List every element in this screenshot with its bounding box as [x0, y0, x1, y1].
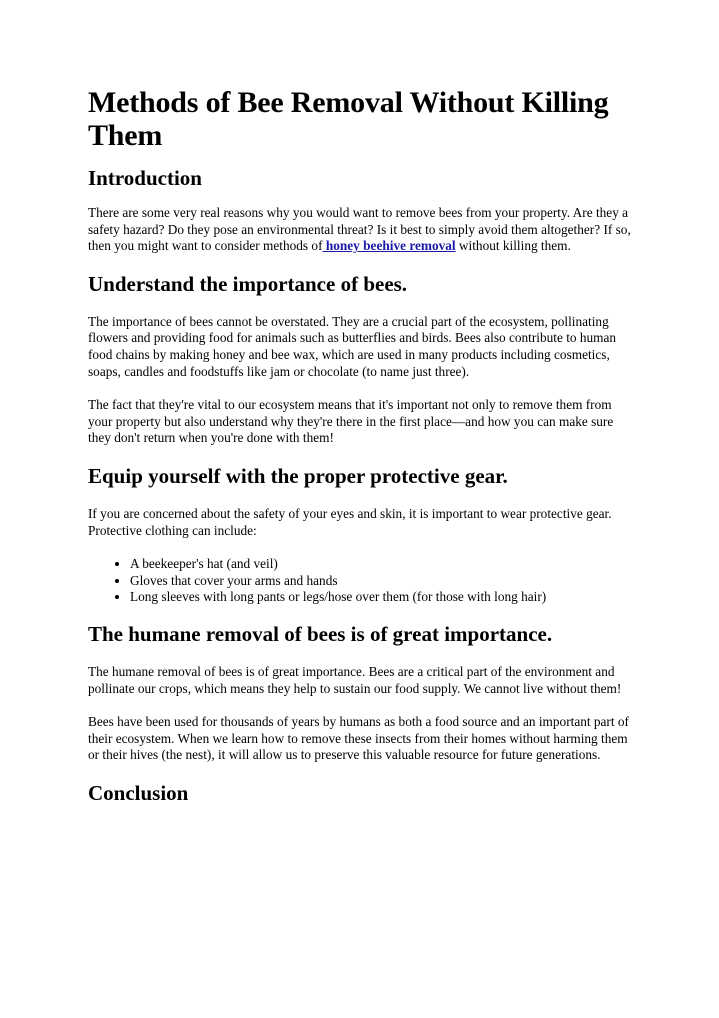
heading-introduction: Introduction — [88, 166, 202, 190]
humane-paragraph-2: Bees have been used for thousands of years by humans as both a food source and an important part of their ecosystem. When we learn how to remove these insects from their homes without harming them or their hives (the nest), it will allow us to preserve this valuable resource for future generations. — [88, 714, 629, 763]
page-title: Methods of Bee Removal Without Killing Them — [88, 86, 609, 152]
heading-conclusion: Conclusion — [88, 780, 189, 805]
heading-gear: Equip yourself with the proper protective gear. — [88, 463, 508, 488]
gear-list — [88, 556, 633, 606]
introduction-paragraph — [88, 205, 633, 255]
introduction-text: There are some very real reasons why you would want to remove bees from your property. Are they a safety hazard? Do they pose an environmental threat? Is it best to simply avoid them altogether? If so, then you might want to consider methods of — [88, 205, 631, 254]
humane-paragraph-1: The humane removal of bees is of great importance. Bees are a critical part of the environment and pollinate our crops, which means they help to sustain our food supply. We cannot live without them! — [88, 663, 622, 696]
document-page — [88, 86, 633, 823]
honey-beehive-removal-link[interactable]: honey beehive removal — [322, 238, 456, 254]
importance-paragraph-1: The importance of bees cannot be overstated. They are a crucial part of the ecosystem, pollinating flowers and providing food for animals such as butterflies and birds. Bees also contribute to human food chains by making honey and bee wax, which are used in many products including cosmetics, soaps, candles and foodstuffs like jam or chocolate (to name just three). — [88, 313, 617, 379]
heading-importance: Understand the importance of bees. — [88, 271, 408, 296]
list-item: • Long sleeves with long pants or legs/hose over them (for those with long hair) — [130, 589, 633, 606]
gear-intro-paragraph: If you are concerned about the safety of your eyes and skin, it is important to wear protective gear. Protective clothing can include: — [88, 505, 612, 538]
heading-humane: The humane removal of bees is of great importance. — [88, 621, 553, 646]
introduction-text-end: without killing them. — [455, 238, 571, 254]
list-item: • A beekeeper's hat (and veil) — [130, 556, 633, 573]
importance-paragraph-2: The fact that they're vital to our ecosystem means that it's important not only to remove them from your property but also understand why they're there in the first place—and how you can make sure they don't return when you're done with them! — [88, 397, 614, 446]
list-item: • Gloves that cover your arms and hands — [130, 573, 633, 590]
